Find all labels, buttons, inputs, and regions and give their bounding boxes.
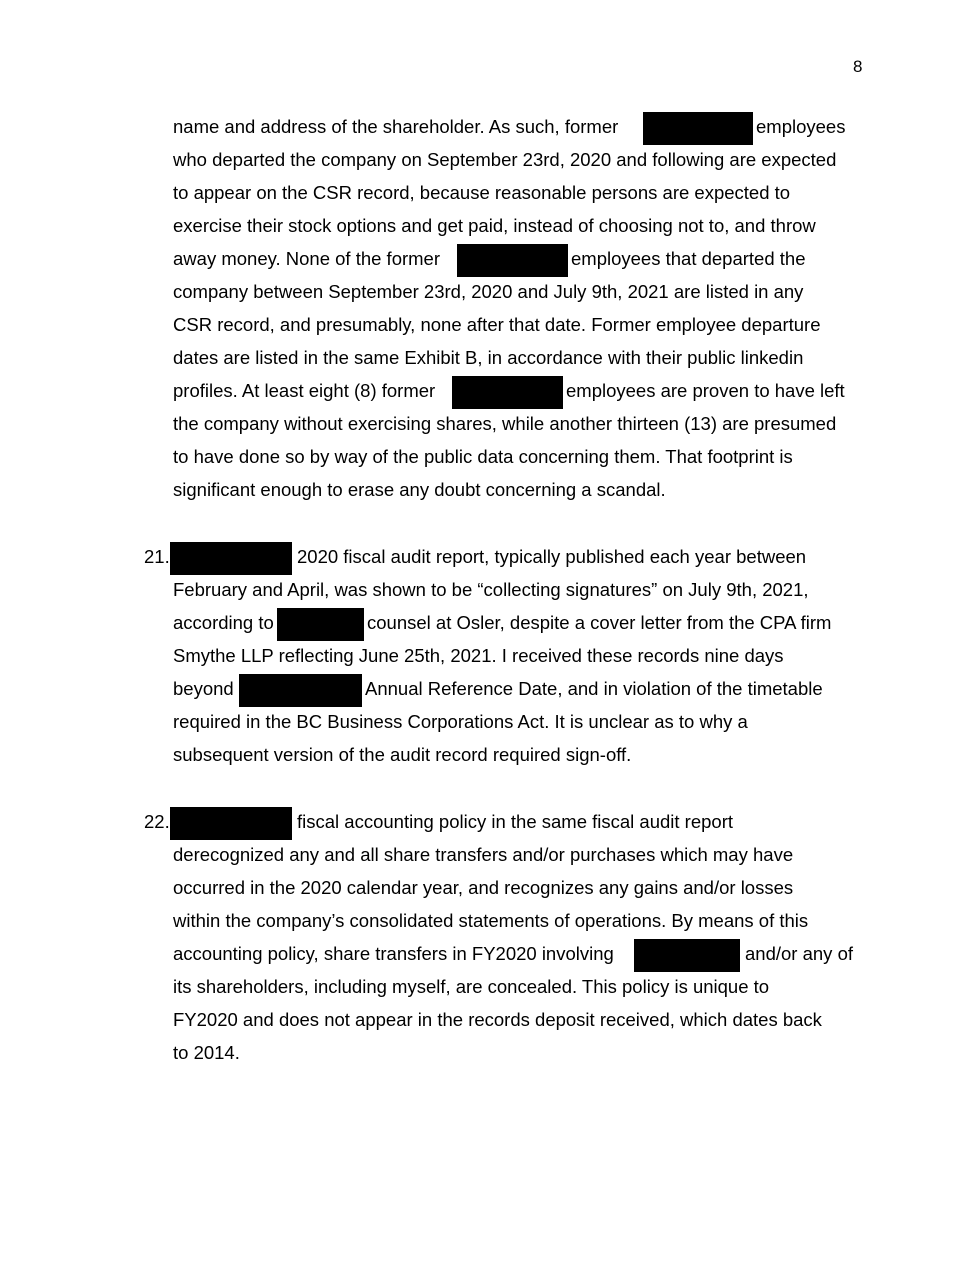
redaction-box <box>634 939 740 972</box>
text-line: to 2014. <box>173 1042 240 1063</box>
text-line: exercise their stock options and get paid, instead of choosing not to, and throw <box>173 215 816 236</box>
text-line: CSR record, and presumably, none after that date. Former employee departure <box>173 314 821 335</box>
text-line: beyond <box>173 678 234 699</box>
text-line: employees that departed the <box>571 248 806 269</box>
text-line: FY2020 and does not appear in the records deposit received, which dates back <box>173 1009 822 1030</box>
text-line: its shareholders, including myself, are concealed. This policy is unique to <box>173 976 770 997</box>
text-line: required in the BC Business Corporations Act. It is unclear as to why a <box>173 711 748 732</box>
redaction-box <box>277 608 364 641</box>
text-line: Smythe LLP reflecting June 25th, 2021. I received these records nine days <box>173 645 784 666</box>
text-line: away money. None of the former <box>173 248 441 269</box>
text-line: dates are listed in the same Exhibit B, in accordance with their public linkedin <box>173 347 804 368</box>
redaction-box <box>643 112 753 145</box>
text-line: occurred in the 2020 calendar year, and recognizes any gains and/or losses <box>173 877 794 898</box>
text-line: 2020 fiscal audit report, typically published each year between <box>297 546 807 567</box>
redaction-box <box>457 244 568 277</box>
text-line: the company without exercising shares, while another thirteen (13) are presumed <box>173 413 837 434</box>
redaction-box <box>239 674 362 707</box>
text-segment: employees <box>756 116 846 137</box>
text-line: within the company’s consolidated statements of operations. By means of this <box>173 910 809 931</box>
text-line: February and April, was shown to be “collecting signatures” on July 9th, 2021, <box>173 579 809 600</box>
redaction-box <box>170 542 292 575</box>
text-line: accounting policy, share transfers in FY2020 involving <box>173 943 614 964</box>
text-line: counsel at Osler, despite a cover letter from the CPA firm <box>367 612 832 633</box>
text-line: Annual Reference Date, and in violation of the timetable <box>365 678 823 699</box>
text-line: fiscal accounting policy in the same fiscal audit report <box>297 811 733 832</box>
text-line: company between September 23rd, 2020 and July 9th, 2021 are listed in any <box>173 281 804 302</box>
text-line: who departed the company on September 23rd, 2020 and following are expected <box>173 149 837 170</box>
text-line: significant enough to erase any doubt concerning a scandal. <box>173 479 666 500</box>
text-line: according to <box>173 612 274 633</box>
text-line: derecognized any and all share transfers and/or purchases which may have <box>173 844 794 865</box>
text-line: subsequent version of the audit record required sign-off. <box>173 744 632 765</box>
text-line <box>756 116 845 138</box>
paragraph-number: 22. <box>144 811 170 832</box>
redaction-box <box>452 376 563 409</box>
page-number: 8 <box>853 57 863 76</box>
text-line <box>173 116 618 138</box>
text-line: and/or any of <box>745 943 853 964</box>
text-line: employees are proven to have left <box>566 380 845 401</box>
paragraph-number: 21. <box>144 546 170 567</box>
text-line: profiles. At least eight (8) former <box>173 380 436 401</box>
text-segment: name and address of the shareholder. As such, former <box>173 116 619 137</box>
text-line: to have done so by way of the public data concerning them. That footprint is <box>173 446 793 467</box>
redaction-box <box>170 807 292 840</box>
text-line: to appear on the CSR record, because reasonable persons are expected to <box>173 182 791 203</box>
